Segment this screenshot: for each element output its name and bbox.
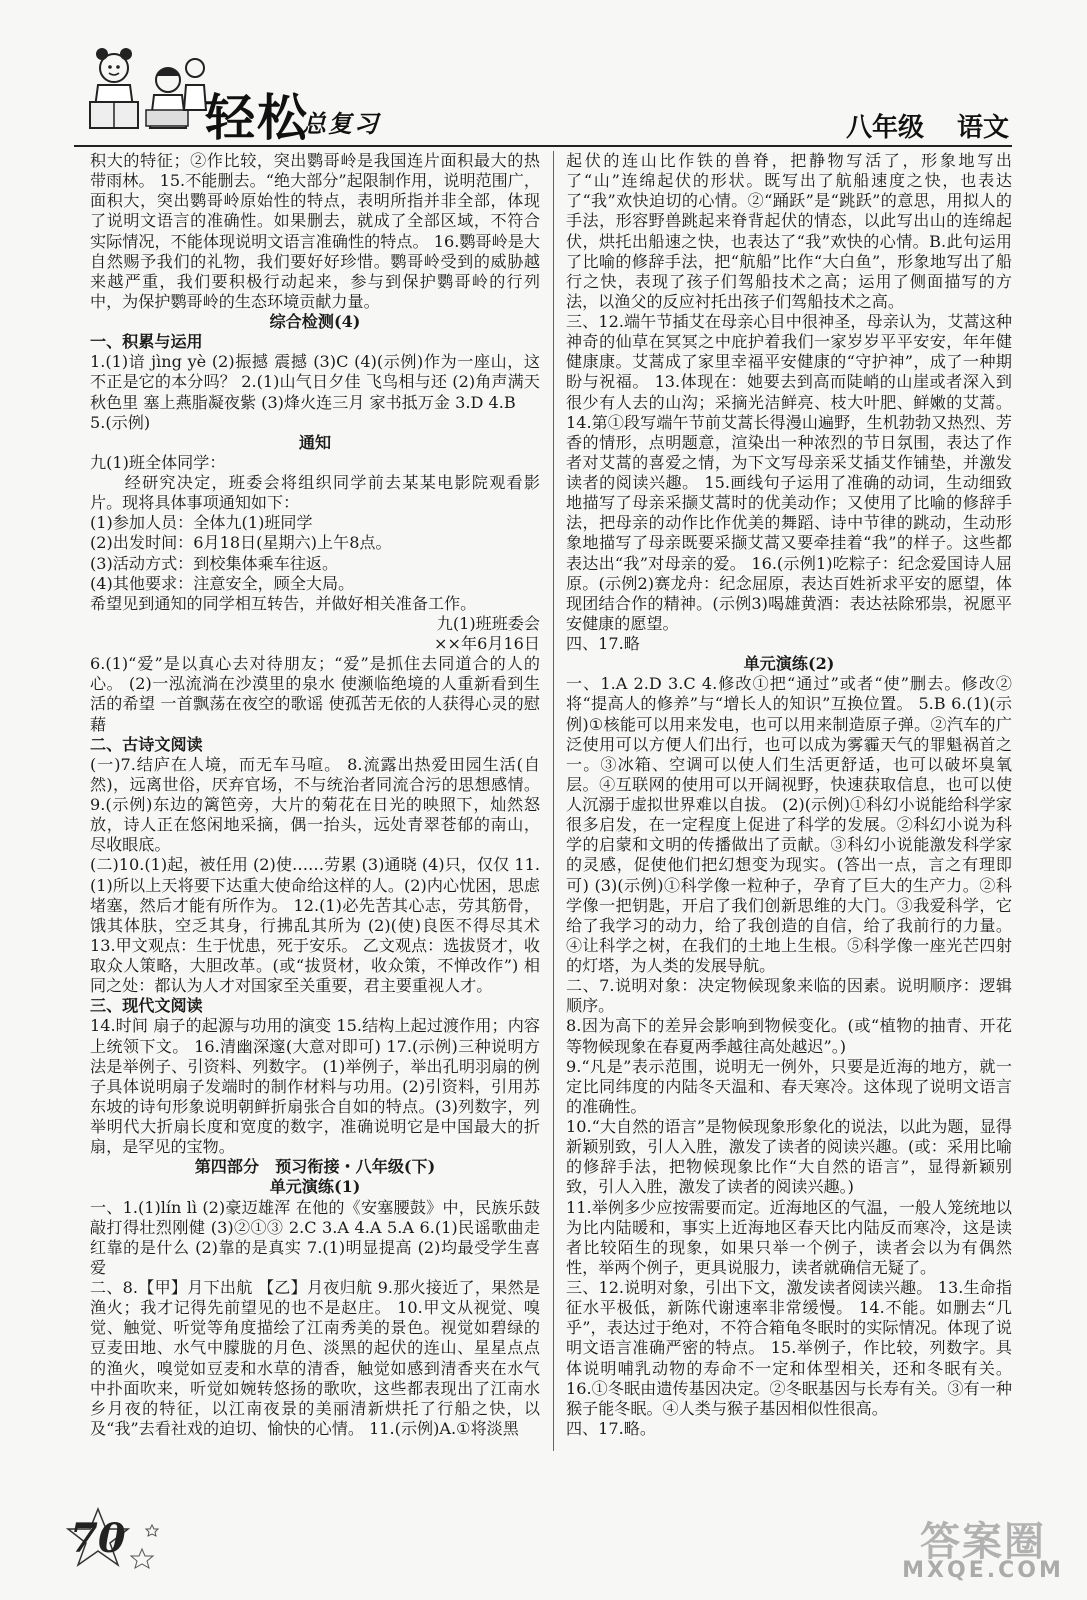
answer-paragraph: 一、1.A 2.D 3.C 4.修改①把“通过”或者“使”删去。修改②将“提高人的修养”与“增长人的知识”互换位置。 5.B 6.(1)(示例)①核能可以用来发电，也可以用来制造原子弹。②汽车的广泛使用可以方便人们出行，也可以成为雾霾天气的罪魁祸首之一。③冰箱、空调可以使人们生活更舒适，也可以破坏臭氧层。④互联网的使用可以开阔视野，快速获取信息，也可以使人沉溺于虚拟世界难以自拔。 (2)(示例)①科幻小说能给科学家很多启发，在一定程度上促进了科学的发展。②科幻小说为科学的启蒙和文明的传播做出了贡献。③科幻小说能激发科学家的灵感，促使他们把幻想变为现实。(答出一点，言之有理即可) (3)(示例)①科学像一粒种子，孕育了巨大的生产力。②科学像一把钥匙，开启了我们创新思维的大门。③我爱科学，它给了我学习的动力，给了我创造的自信，给了我前行的力量。④让科学之树，在我们的土地上生根。⑤科学像一座光芒四射的灯塔，为人类的发展导航。 [566,674,1012,975]
answer-paragraph: 四、17.略 [566,634,640,653]
header-divider [74,145,1012,147]
answer-paragraph: 四、17.略。 [566,1418,656,1438]
answer-paragraph: 九(1)班全体同学： [90,452,226,472]
section-heading: 单元演练(2) [743,654,835,674]
answer-paragraph: 三、12.端午节插艾在母亲心目中很神圣，母亲认为，艾蒿这种神奇的仙草在冥冥之中庇护着我们一家岁岁平平安安，年年健健康康。艾蒿成了家里幸福平安健康的“守护神”，成了一种期盼与祝福。 13.体现在：她要去到高而陡峭的山崖或者深入到很少有人去的山沟；采摘光洁鲜亮、枝大叶肥、鲜嫩的艾蒿。 14.第①段写端午节前艾蒿长得漫山遍野，生机勃勃又热烈、芳香的情形，点明题意，渲染出一种浓烈的节日氛围，表达了作者对艾蒿的喜爱之情，为下文写母亲采艾插艾作铺垫，并激发读者的阅读兴趣。 15.画线句子运用了准确的动词，生动细致地描写了母亲采撷艾蒿时的优美动作；又使用了比喻的修辞手法，把母亲的动作比作优美的舞蹈、诗中节律的跳动，生动形象地描写了母亲既要采撷艾蒿又要牵挂着“我”的样子。这些都表达出“我”对母亲的爱。 16.(示例1)吃粽子：纪念爱国诗人屈原。(示例2)赛龙舟：纪念屈原，表达百姓祈求平安的愿望，体现团结合作的精神。(示例3)喝雄黄酒：表达祛除邪祟，祝愿平安健康的愿望。 [566,312,1012,633]
watermark-url: MXQE.COM [902,1558,1064,1583]
column-divider [553,151,554,1451]
answer-paragraph: 希望见到通知的同学相互转告，并做好相关准备工作。 [90,593,477,613]
brand-title: 轻松 [205,89,309,147]
answer-paragraph: (2)出发时间：6月18日(星期六)上午8点。 [90,533,392,553]
subsection-heading: 一、积累与运用 [90,332,203,352]
answer-paragraph: (1)参加人员：全体九(1)班同学 [90,513,313,533]
answer-paragraph: 10.“大自然的语言”是物候现象形象化的说法，以此为题，显得新颖别致，引人入胜，激发了读者的阅读兴趣。(或：采用比喻的修辞手法，把物候现象比作“大自然的语言”，显得新颖别致，引人入胜，激发了读者的阅读兴趣。) [566,1117,1012,1197]
answer-paragraph: 11.举例多少应按需要而定。近海地区的气温，一般人笼统地以为比内陆暖和，事实上近海地区春天比内陆反而寒冷，这是读者比较陌生的现象，如果只举一个例子，读者会以为有偶然性，举两个例子，更具说服力，读者就确信无疑了。 [566,1197,1012,1277]
answer-paragraph: 九(1)班班委会 [436,613,540,633]
answer-paragraph: (二)10.(1)起，被任用 (2)使……劳累 (3)通晓 (4)只，仅仅 11.(1)所以上天将要下达重大使命给这样的人。(2)内心忧困，思虑堵塞，然后才能有所作为。 12.(1)必先苦其心志，劳其筋骨，饿其体肤，空乏其身，行拂乱其所为 (2)(使)良医不得尽其术 13.甲文观点：生于忧患，死于安乐。 乙文观点：选拔贤才，收取众人策略，大胆改革。(或“拔贤材，收众策，不惮改作”) 相同之处：都认为人才对国家至关重要，君主要重视人才。 [90,855,540,996]
answer-paragraph: 经研究决定，班委会将组织同学前去某某电影院观看影片。现将具体事项通知如下： [90,473,540,513]
subsection-heading: 二、古诗文阅读 [90,734,203,754]
answer-paragraph: 5.(示例) [90,412,151,432]
answer-paragraph: 9.“凡是”表示范围，说明无一例外，只要是近海的地方，就一定比同纬度的内陆冬天温和、春天寒冷。这体现了说明文语言的准确性。 [566,1056,1012,1116]
page-header [0,0,1087,150]
answer-paragraph: 6.(1)“爱”是以真心去对待朋友；“爱”是抓住去同道合的人的心。 (2)一泓流淌在沙漠里的泉水 使濒临绝境的人重新看到生活的希望 一首飘荡在夜空的歌谣 使孤苦无依的人获得心灵的慰藉 [90,654,540,734]
grade-label: 八年级 [846,113,925,143]
answer-paragraph: 二、7.说明对象：决定物候现象来临的因素。说明顺序：逻辑顺序。 [566,976,1012,1016]
answer-paragraph: (3)活动方式：到校集体乘车往返。 [90,553,339,573]
subject-label: 语文 [957,113,1010,143]
answer-paragraph: 三、12.说明对象，引出下文，激发读者阅读兴趣。 13.生命指征水平极低，新陈代谢速率非常缓慢。 14.不能。如删去“几乎”，表达过于绝对，不符合箱龟冬眠时的实际情况。体现了说明文语言准确严密的特点。 15.举例子，作比较，列数字。具体说明哺乳动物的寿命不一定和体型相关，还和冬眠有关。 16.①冬眠由遗传基因决定。②冬眠基因与长寿有关。③有一种猴子能冬眠。④人类与猴子基因相似性很高。 [566,1278,1012,1418]
section-heading: 综合检测(4) [269,312,361,331]
answer-paragraph: (4)其他要求：注意安全，顾全大局。 [90,573,355,593]
left-column [90,151,540,1439]
answer-paragraph: 一、1.(1)lín lì (2)豪迈雄浑 在他的《安塞腰鼓》中，民族乐鼓敲打得壮烈刚健 (3)②①③ 2.C 3.A 4.A 5.A 6.(1)民谣歌曲走红靠的是什么 (2)靠的是真实 7.(1)明显提高 (2)均最受学生喜爱 [90,1197,540,1277]
section-heading: 通知 [298,432,332,452]
children-reading-icon [82,40,212,135]
brand-subtitle: 总复习 [302,110,380,138]
right-column [566,151,1012,1439]
answer-paragraph: ××年6月16日 [434,634,540,653]
answer-paragraph: 起伏的连山比作铁的兽脊，把静物写活了，形象地写出了“山”连绵起伏的形状。既写出了航船速度之快，也表达了“我”欢快迫切的心情。②“踊跃”是“跳跃”的意思，用拟人的手法，形容野兽跳起来脊背起伏的情态，以此写出山的连绵起伏，烘托出船速之快，也表达了“我”欢快的心情。B.此句运用了比喻的修辞手法，把“航船”比作“大白鱼”，形象地写出了船行之快，表现了孩子们驾船技术之高；运用了侧面描写的方法，以渔父的反应衬托出孩子们驾船技术之高。 [566,151,1012,311]
watermark-logo: 答案圈 [920,1519,1046,1565]
page-number: 70 [70,1515,126,1562]
answer-paragraph: 积大的特征；②作比较，突出鹦哥岭是我国连片面积最大的热带雨林。 15.不能删去。“绝大部分”起限制作用，说明范围广，面积大，突出鹦哥岭原始性的特点，表明所指并非全部，体现了说明文语言的准确性。如果删去，就成了全部区域，不符合实际情况，不能体现说明文语言准确性的特点。 16.鹦哥岭是大自然赐予我们的礼物，我们要好好珍惜。鹦哥岭受到的威胁越来越严重，我们要积极行动起来，参与到保护鹦哥岭的行列中，为保护鹦哥岭的生态环境贡献力量。 [90,151,540,311]
section-heading: 第四部分 预习衔接・八年级(下) [194,1157,436,1177]
answer-paragraph: 二、8.【甲】月下出航 【乙】月夜归航 9.那火接近了，果然是渔火；我才记得先前望见的也不是赵庄。 10.甲文从视觉、嗅觉、触觉、听觉等角度描绘了江南秀美的景色。视觉如碧绿的豆麦田地、水气中朦胧的月色、淡黑的起伏的连山、星星点点的渔火，嗅觉如豆麦和水草的清香，触觉如感到清香夹在水气中扑面吹来，听觉如婉转悠扬的歌吹，这些都表现出了江南水乡月夜的特征，以江南夜景的美丽清新烘托了行船之快，以及“我”去看社戏的迫切、愉快的心情。 11.(示例)A.①将淡黑 [90,1278,540,1438]
answer-paragraph: 14.时间 扇子的起源与功用的演变 15.结构上起过渡作用；内容上统领下文。 16.清幽深邃(大意对即可) 17.(示例)三种说明方法是举例子、引资料、列数字。 (1)举例子，举出孔明羽扇的例子具体说明扇子发端时的制作材料与功用。(2)引资料，引用苏东坡的诗句形象说明朝鲜折扇张合自如的特点。(3)列数字，列举明代大折扇长度和宽度的数字，准确说明它是中国最大的折扇，是罕见的宝物。 [90,1016,540,1157]
answer-paragraph: (一)7.结庐在人境，而无车马喧。 8.流露出热爱田园生活(自然)，远离世俗，厌弃官场，不与统治者同流合污的思想感情。 9.(示例)东边的篱笆旁，大片的菊花在日光的映照下，灿然怒放，诗人正在悠闲地采摘，偶一抬头，远处青翠苍郁的南山，尽收眼底。 [90,754,540,855]
section-heading: 单元演练(1) [269,1177,361,1197]
answer-paragraph: 8.因为高下的差异会影响到物候变化。(或“植物的抽青、开花等物候现象在春夏两季越往高处越迟”。) [566,1016,1012,1056]
subsection-heading: 三、现代文阅读 [90,996,203,1016]
answer-paragraph: 1.(1)谙 jìng yè (2)振撼 震撼 (3)C (4)(示例)作为一座山，这不正是它的本分吗？ 2.(1)山气日夕佳 飞鸟相与还 (2)角声满天秋色里 塞上燕脂凝夜紫 (3)烽火连三月 家书抵万金 3.D 4.B [90,352,540,412]
